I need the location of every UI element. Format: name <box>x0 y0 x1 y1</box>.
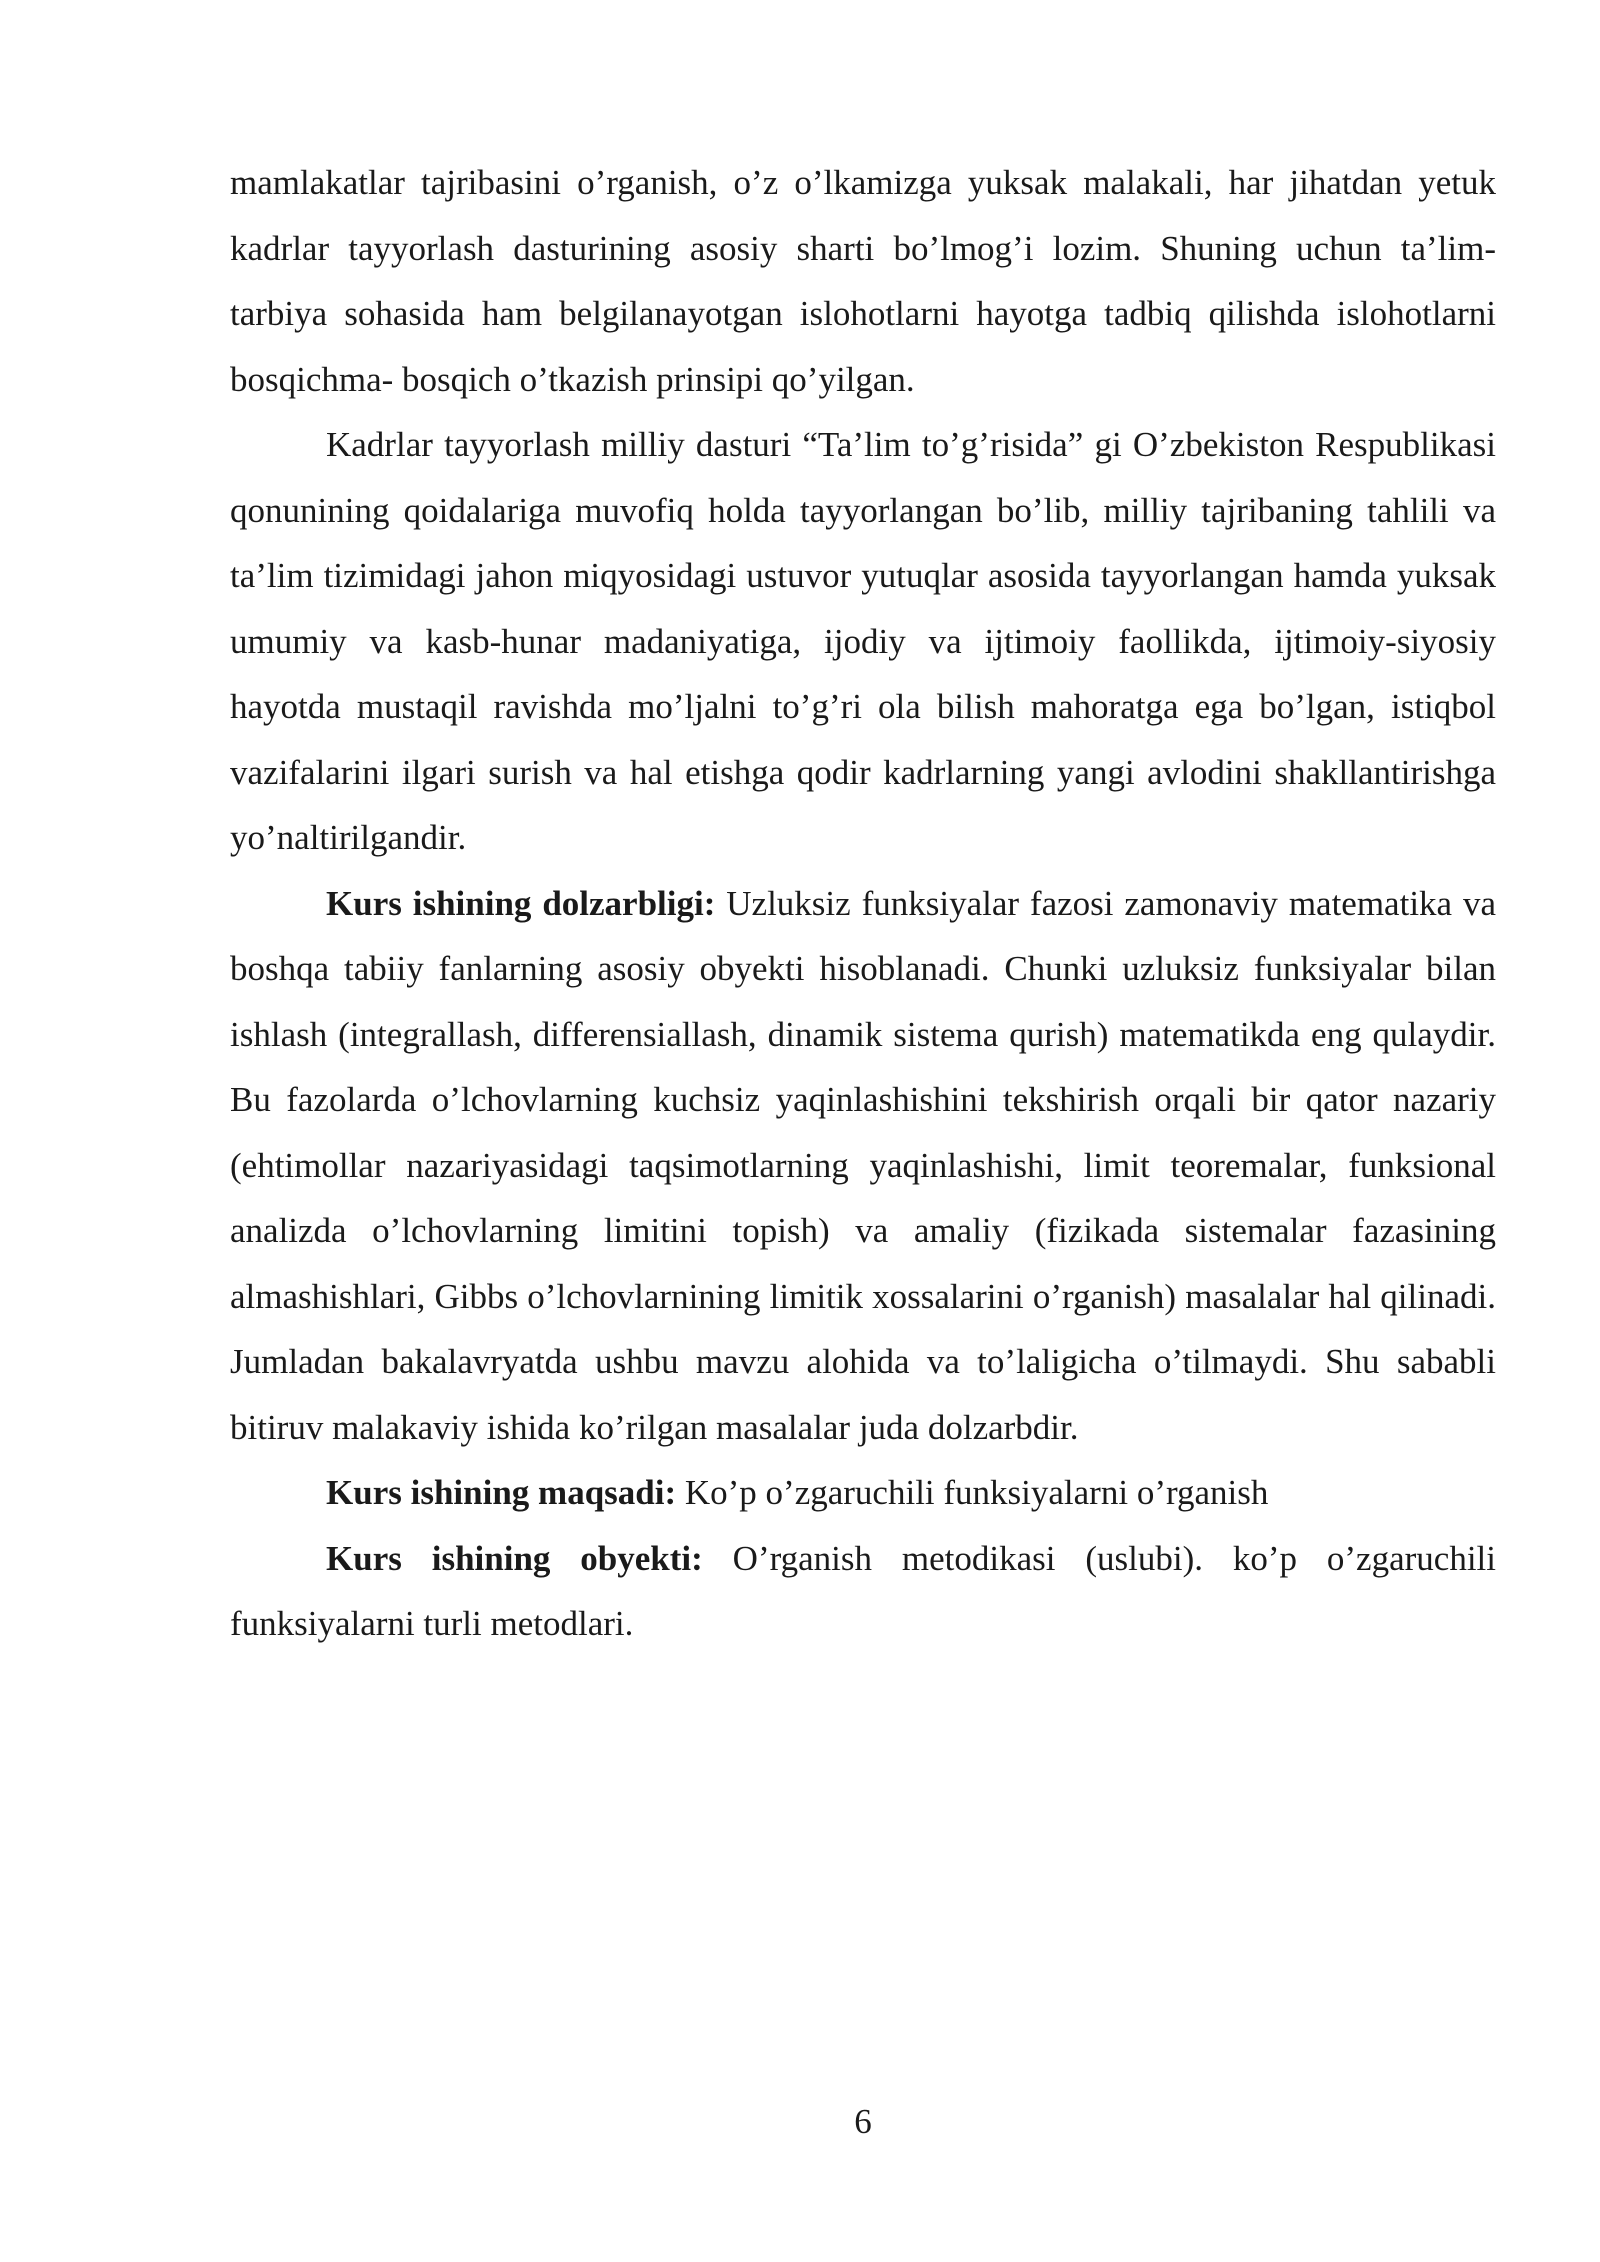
paragraph-kadrlar-dasturi <box>230 412 1496 871</box>
paragraph-text: Uzluksiz funksiyalar fazosi zamonaviy matematika va boshqa tabiiy fanlarning asosiy obyekti hisoblanadi. Chunki uzluksiz funksiyalar bilan ishlash (integrallash, differensiallash, dinamik sistema qurish) matematikda eng qulaydir. Bu fazolarda o’lchovlarning kuchsiz yaqinlashishini tekshirish orqali bir qator nazariy (ehtimollar nazariyasidagi taqsimotlarning yaqinlashishi, limit teoremalar, funksional analizda o’lchovlarning limitini topish) va amaliy (fizikada sistemalar fazasining almashishlari, Gibbs o’lchovlarnining limitik xossalarini o’rganish) masalalar hal qilinadi. Jumladan bakalavryatda ushbu mavzu alohida va to’laligicha o’tilmaydi. Shu sababli bitiruv malakaviy ishida ko’rilgan masalalar juda dolzarbdir. <box>230 883 1496 1447</box>
paragraph-bold-label: Kurs ishining maqsadi: <box>326 1473 677 1512</box>
paragraph-obyekti <box>230 1526 1496 1657</box>
paragraph-dolzarbligi <box>230 871 1496 1461</box>
body-text <box>230 150 1496 1657</box>
paragraph-text: Kadrlar tayyorlash milliy dasturi “Ta’lim to’g’risida” gi O’zbekiston Respublikasi qonunining qoidalariga muvofiq holda tayyorlangan bo’lib, milliy tajribaning tahlili va ta’lim tizimidagi jahon miqyosidagi ustuvor yutuqlar asosida tayyorlangan hamda yuksak umumiy va kasb-hunar madaniyatiga, ijodiy va ijtimoiy faollikda, ijtimoiy-siyosiy hayotda mustaqil ravishda mo’ljalni to’g’ri ola bilish mahoratga ega bo’lgan, istiqbol vazifalarini ilgari surish va hal etishga qodir kadrlarning yangi avlodini shakllantirishga yo’naltirilgandir. <box>230 425 1496 857</box>
paragraph-bold-label: Kurs ishining dolzarbligi: <box>326 883 716 923</box>
paragraph-text: O’rganish metodikasi (uslubi). ko’p o’zgaruchili funksiyalarni turli metodlari. <box>230 1538 1496 1643</box>
paragraph-maqsadi <box>230 1460 1496 1526</box>
paragraph-bold-label: Kurs ishining obyekti: <box>326 1538 703 1578</box>
page-number: 6 <box>854 2102 872 2141</box>
paragraph-text: mamlakatlar tajribasini o’rganish, o’z o’lkamizga yuksak malakali, har jihatdan yetuk kadrlar tayyorlash dasturining asosiy sharti bo’lmog’i lozim. Shuning uchun ta’lim-tarbiya sohasida ham belgilanayotgan islohotlarni hayotga tadbiq qilishda islohotlarni bosqichma- bosqich o’tkazish prinsipi qo’yilgan. <box>230 163 1496 399</box>
paragraph-text: Ko’p o’zgaruchili funksiyalarni o’rganish <box>676 1473 1269 1512</box>
paragraph-continuation <box>230 150 1496 412</box>
